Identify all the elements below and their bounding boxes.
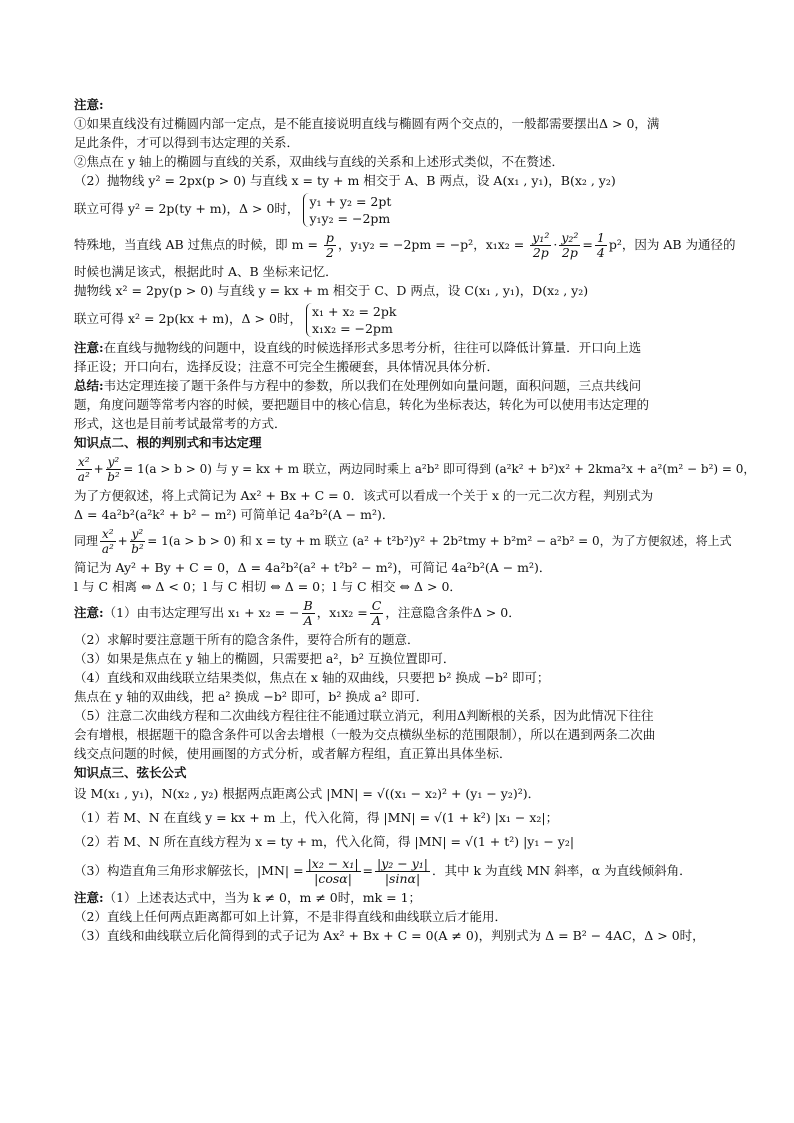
text-line: Δ = 4a²b²(a²k² + b² − m²) 可简单记 4a²b²(A − m²)．: [74, 507, 395, 522]
text-line: （2）抛物线 y² = 2px(p > 0) 与直线 x = ty + m 相交于 A、B 两点，设 A(x₁ , y₁)，B(x₂ , y₂): [74, 173, 616, 188]
text-span: = 1(a > b > 0) 和 x = ty + m 联立 (a² + t²b²)y² + 2b²tmy + b²m² − a²b² = 0，为了方便叙述，将上式: [147, 534, 732, 548]
numerator: C: [371, 598, 382, 613]
note-heading: 注意:: [74, 97, 104, 112]
equation: x₁ + x₂ = 2pk: [311, 303, 397, 319]
text-span: ，y₁y₂ = −2pm = −p²，x₁x₂ =: [337, 237, 525, 252]
numerator: 1: [596, 230, 605, 245]
text-span: ·: [553, 237, 558, 252]
summary-label: 总结:: [74, 378, 104, 393]
text-line: （2）若 M、N 所在直线方程为 x = ty + m，代入化简，得 |MN| = √(1 + t²) |y₁ − y₂|: [74, 834, 575, 849]
numerator: p: [325, 230, 334, 245]
text-span: +: [93, 462, 104, 476]
equation: y₁y₂ = −2pm: [309, 210, 391, 226]
denominator: a²: [101, 542, 114, 556]
text-span: 联立可得 x² = 2p(kx + m)，Δ > 0时，: [74, 311, 302, 326]
text-line: l 与 C 相离 ⇔ Δ < 0；l 与 C 相切 ⇔ Δ = 0；l 与 C 相交 ⇔ Δ > 0．: [74, 579, 462, 594]
fraction: [130, 527, 146, 556]
text-line: 抛物线 x² = 2py(p > 0) 与直线 y = kx + m 相交于 C、D 两点，设 C(x₁ , y₁)，D(x₂ , y₂): [74, 283, 589, 298]
equation: y₁ + y₂ = 2pt: [309, 193, 392, 209]
fraction: [595, 231, 607, 260]
text-line: ②焦点在 y 轴上的椭圆与直线的关系，双曲线与直线的关系和上述形式类似，不在赘述．: [74, 154, 565, 169]
fraction: [106, 455, 122, 484]
denominator: |cosα|: [314, 871, 352, 886]
equation-system: [303, 193, 391, 227]
denominator: 4: [596, 245, 605, 260]
numerator: y²: [107, 455, 120, 469]
text-line: （5）注意二次曲线方程和二次曲线方程往往不能通过联立消元，利用Δ判断根的关系，因为此情况下往往: [74, 708, 654, 723]
text-span: （3）构造直角三角形求解弦长，|MN| =: [74, 863, 304, 878]
text-line: 择正设；开口向右，选择反设；注意不可完全生搬硬套，具体情况具体分析．: [74, 359, 500, 374]
text-span: =: [582, 237, 593, 252]
text-line: 为了方便叙述，将上式简记为 Ax² + Bx + C = 0．该式可以看成一个关于 x 的一元二次方程，判别式为: [74, 488, 654, 503]
numerator: |y₂ − y₁|: [377, 856, 429, 871]
text-line: 足此条件，才可以得到韦达定理的关系．: [74, 135, 300, 150]
text-line: （2）求解时要注意题干所有的隐含条件，要符合所有的题意．: [74, 632, 420, 647]
numerator: B: [303, 598, 313, 613]
text-line: 题，角度问题等常考内容的时候，要把题目中的核心信息，转化为坐标表达，转化为可以使用韦达定理的: [74, 397, 650, 412]
denominator: 2p: [561, 245, 578, 260]
text-span: 同理: [74, 534, 99, 548]
section-heading: 知识点二、根的判别式和韦达定理: [74, 435, 262, 450]
formula-line: [74, 524, 732, 558]
numerator: y₁²: [532, 230, 550, 245]
equation-system: [306, 303, 397, 337]
text-line: 时候也满足该式，根据此时 A、B 坐标来记忆．: [74, 264, 338, 279]
text-span: =: [362, 863, 374, 878]
denominator: A: [303, 613, 313, 628]
text-line: （1）若 M、N 在直线 y = kx + m 上，代入化简，得 |MN| = √(1 + k²) |x₁ − x₂|；: [74, 810, 559, 825]
denominator: a²: [77, 470, 90, 484]
formula-line: [74, 596, 724, 630]
text-span: p²，因为 AB 为通径的: [608, 237, 736, 252]
fraction: [302, 599, 315, 628]
denominator: 2p: [532, 245, 549, 260]
section-heading: 知识点三、弦长公式: [74, 765, 187, 780]
text-span: 特殊地，当直线 AB 过焦点的时候，即 m =: [74, 237, 318, 252]
text-line: 形式，这也是目前考试最常考的方式．: [74, 416, 287, 431]
text-line: （3）如果是焦点在 y 轴上的椭圆，只需要把 a²，b² 互换位置即可．: [74, 651, 456, 666]
fraction: [370, 599, 384, 628]
text-span: 韦达定理连接了题干条件与方程中的参数，所以我们在处理例如向量问题，面积问题，三点共线问: [103, 378, 642, 393]
text-line: 焦点在 y 轴的双曲线，把 a² 换成 −b² 即可，b² 换成 a² 即可．: [74, 689, 429, 704]
document-page: [74, 95, 756, 945]
text-span: ．其中 k 为直线 MN 斜率，α 为直线倾斜角．: [432, 863, 692, 878]
text-line: （2）直线上任何两点距离都可如上计算，不是非得直线和曲线联立后才能用．: [74, 909, 507, 924]
text-span: （1）由韦达定理写出 x₁ + x₂ = −: [103, 605, 300, 620]
fraction: [100, 527, 116, 556]
formula-line: [74, 300, 724, 338]
formula-line: [74, 854, 724, 888]
fraction: [530, 231, 551, 260]
numerator: x²: [78, 455, 90, 469]
note-label: 注意:: [74, 605, 104, 620]
text-span: +: [117, 534, 128, 548]
denominator: b²: [107, 470, 120, 484]
equation: x₁x₂ = −2pm: [311, 320, 393, 336]
note-label: 注意:: [74, 340, 104, 355]
formula-line: [74, 190, 724, 228]
numerator: |x₂ − x₁|: [307, 856, 359, 871]
fraction: [76, 455, 92, 484]
formula-line: [74, 228, 736, 262]
note-label: 注意:: [74, 890, 104, 905]
denominator: 2: [325, 245, 334, 260]
text-line: 会有增根，根据题干的隐含条件可以舍去增根（一般为交点横纵坐标的范围限制），所以在遇到两条二次曲: [74, 727, 656, 742]
text-span: ，注意隐含条件Δ > 0．: [385, 605, 521, 620]
numerator: y₂²: [561, 230, 579, 245]
fraction: [375, 857, 430, 886]
formula-line: [74, 452, 756, 486]
text-line: 线交点问题的时候，使用画图的方式分析，或者解方程组，直正算出具体坐标．: [74, 746, 512, 761]
text-span: 联立可得 y² = 2p(ty + m)，Δ > 0时，: [74, 201, 300, 216]
fraction: [559, 231, 580, 260]
text-line: （4）直线和双曲线联立结果类似，焦点在 x 轴的双曲线，只要把 b² 换成 −b² 即可；: [74, 670, 550, 685]
text-line: 简记为 Ay² + By + C = 0，Δ = 4a²b²(a² + t²b² − m²)，可简记 4a²b²(A − m²)．: [74, 560, 552, 575]
text-line: （3）直线和曲线联立后化简得到的式子记为 Ax² + Bx + C = 0(A ≠ 0)，判别式为 Δ = B² − 4AC，Δ > 0时，: [74, 928, 705, 943]
numerator: y²: [131, 527, 144, 541]
text-line: ①如果直线没有过椭圆内部一定点，是不能直接说明直线与椭圆有两个交点的，一般都需要摆出Δ > 0，满: [74, 116, 660, 131]
text-span: = 1(a > b > 0) 与 y = kx + m 联立，两边同时乘上 a²b² 即可得到 (a²k² + b²)x² + 2kma²x + a²(m² − b²) = 0，: [123, 462, 756, 476]
denominator: b²: [131, 542, 144, 556]
denominator: A: [372, 613, 382, 628]
text-span: ，x₁x₂ =: [316, 605, 368, 620]
text-span: （1）上述表达式中，当为 k ≠ 0，m ≠ 0时，mk = 1；: [103, 890, 422, 905]
text-span: 在直线与抛物线的问题中，设直线的时候选择形式多思考分析，往往可以降低计算量．开口向上选: [103, 340, 642, 355]
fraction: [324, 231, 336, 260]
denominator: |sinα|: [384, 871, 421, 886]
text-line: 设 M(x₁ , y₁)，N(x₂ , y₂) 根据两点距离公式 |MN| = √((x₁ − x₂)² + (y₁ − y₂)²)．: [74, 786, 541, 801]
fraction: [306, 857, 361, 886]
numerator: x²: [102, 527, 114, 541]
